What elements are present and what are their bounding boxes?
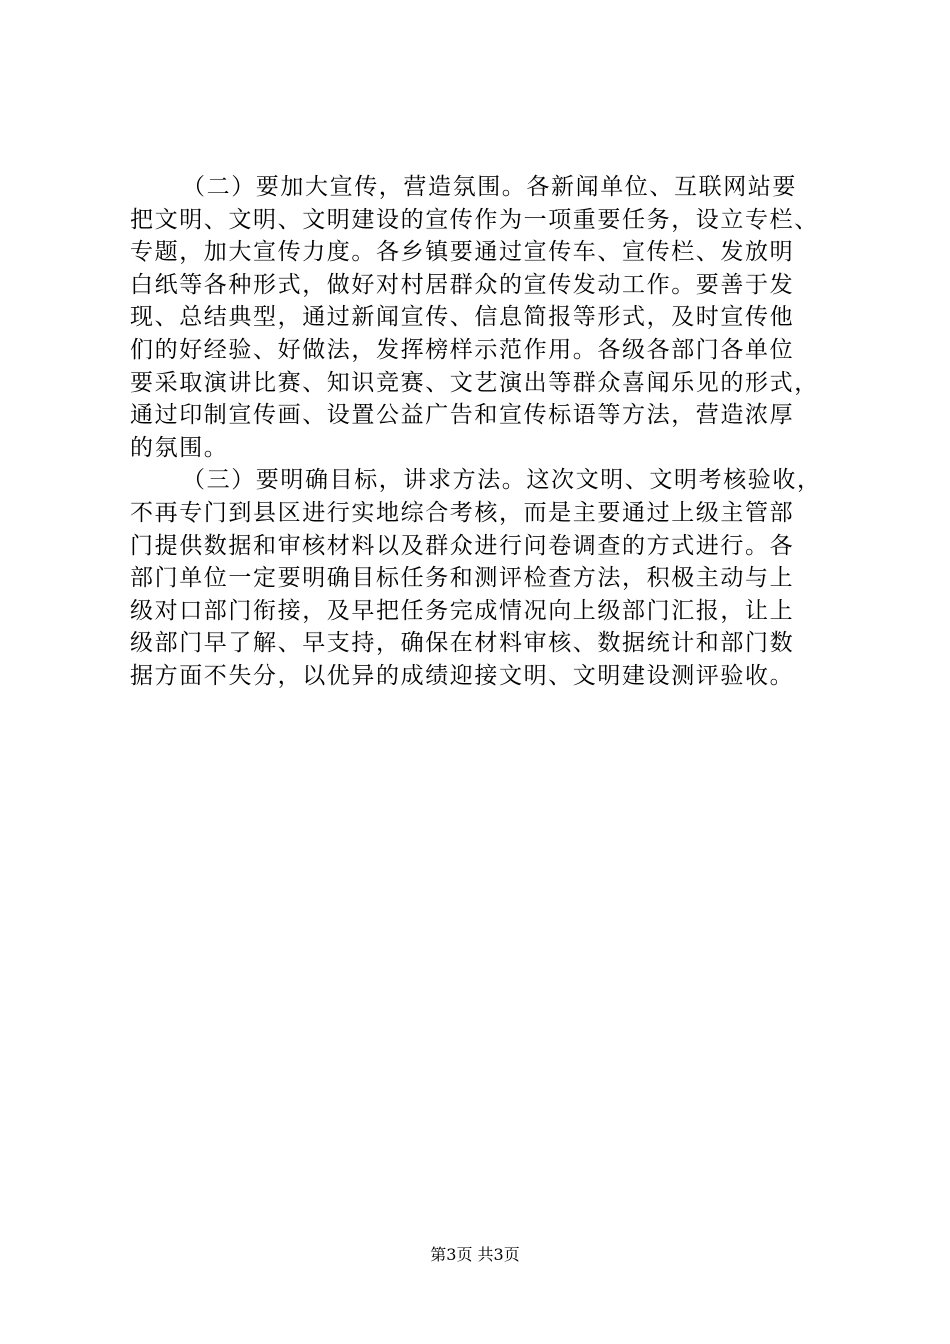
text-line: 专题，加大宣传力度。各乡镇要通过宣传车、宣传栏、发放明 bbox=[130, 239, 795, 266]
page-number-footer: 第3页 共3页 bbox=[430, 1245, 520, 1264]
text-line: 现、总结典型，通过新闻宣传、信息简报等形式，及时宣传他 bbox=[130, 304, 795, 331]
text-line: （二）要加大宣传，营造氛围。各新闻单位、互联网站要 bbox=[182, 174, 797, 200]
text-line: 据方面不失分，以优异的成绩迎接文明、文明建设测评验收。 bbox=[130, 662, 795, 689]
text-line: 们的好经验、好做法，发挥榜样示范作用。各级各部门各单位 bbox=[130, 336, 795, 363]
text-line: 白纸等各种形式，做好对村居群众的宣传发动工作。要善于发 bbox=[130, 271, 795, 298]
paragraph-goals-methods bbox=[130, 464, 830, 692]
paragraph-publicity bbox=[130, 171, 830, 464]
text-line: 不再专门到县区进行实地综合考核，而是主要通过上级主管部 bbox=[130, 499, 795, 526]
text-line: 要采取演讲比赛、知识竞赛、文艺演出等群众喜闻乐见的形式， bbox=[130, 369, 819, 396]
document-body bbox=[130, 171, 830, 693]
text-line: （三）要明确目标，讲求方法。这次文明、文明考核验收， bbox=[182, 467, 822, 494]
text-line: 部门单位一定要明确目标任务和测评检查方法，积极主动与上 bbox=[130, 565, 795, 592]
text-line: 门提供数据和审核材料以及群众进行问卷调查的方式进行。各 bbox=[130, 532, 795, 559]
text-line: 把文明、文明、文明建设的宣传作为一项重要任务，设立专栏、 bbox=[130, 206, 819, 233]
text-line: 级对口部门衔接，及早把任务完成情况向上级部门汇报，让上 bbox=[130, 597, 795, 624]
text-line: 级部门早了解、早支持，确保在材料审核、数据统计和部门数 bbox=[130, 630, 795, 657]
text-line: 的氛围。 bbox=[130, 434, 229, 461]
text-line: 通过印制宣传画、设置公益广告和宣传标语等方法，营造浓厚 bbox=[130, 402, 795, 429]
